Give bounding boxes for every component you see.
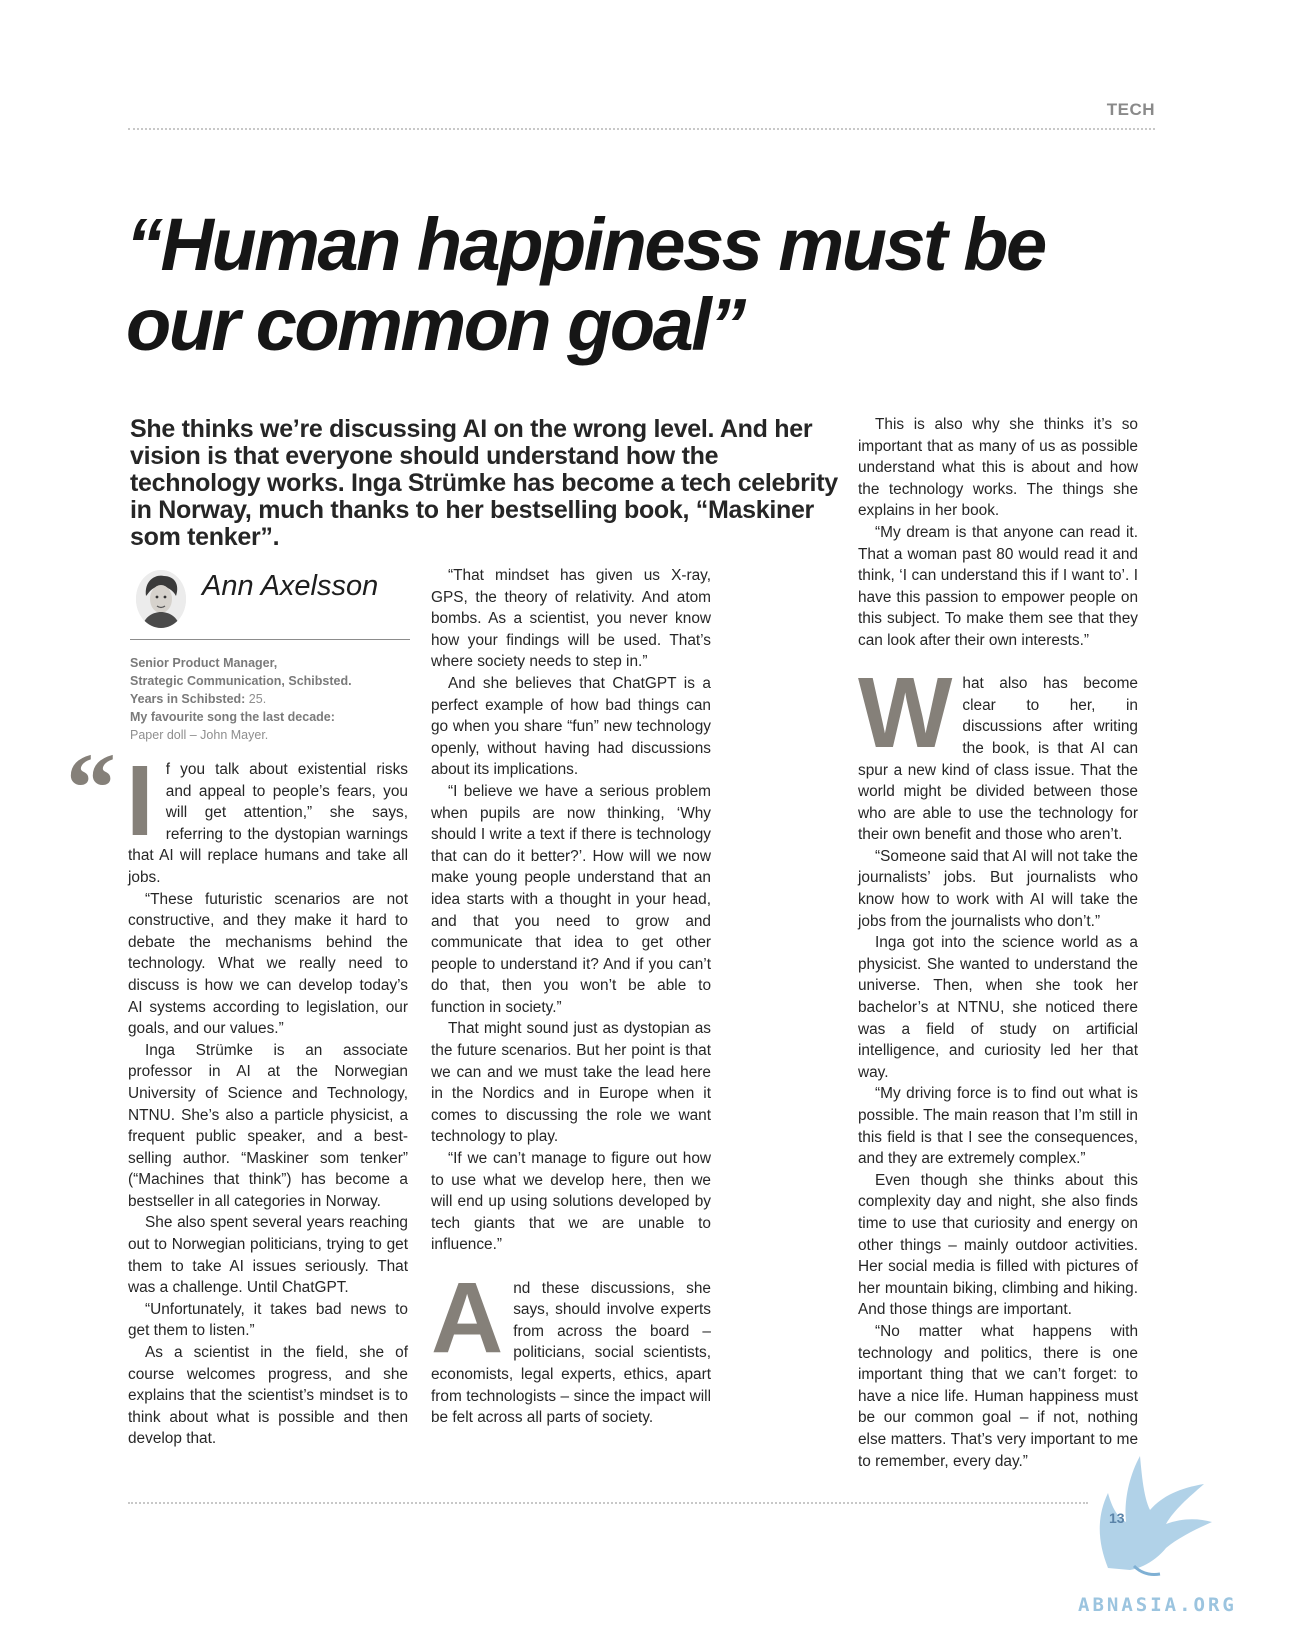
bio-department: Strategic Communication, Schibsted. bbox=[130, 674, 352, 688]
bio-role: Senior Product Manager, bbox=[130, 656, 278, 670]
author-bio bbox=[130, 654, 410, 744]
drop-cap: A bbox=[431, 1261, 504, 1374]
paragraph: “Unfortunately, it takes bad news to get them to listen.” bbox=[128, 1300, 408, 1340]
bio-song-label: My favourite song the last decade: bbox=[130, 710, 335, 724]
paragraph: And she believes that ChatGPT is a perfect example of how bad things can go when you share “fun” new technology openly, without having had discussions about its implications. bbox=[431, 674, 711, 779]
avatar bbox=[136, 570, 186, 628]
paragraph: “If we can’t manage to figure out how to use what we develop here, then we will end up using solutions developed by tech giants that we are unable to influence.” bbox=[431, 1150, 711, 1254]
bird-logo-icon bbox=[1078, 1448, 1248, 1578]
paragraph: If you talk about existential risks and appeal to people’s fears, you will get attention,” she says, referring to the dystopian warnings that AI will replace humans and take all jobs. bbox=[126, 745, 408, 886]
paragraph: Inga Strümke is an associate professor in AI at the Norwegian University of Science and Technology, NTNU. She’s also a particle physicist, a frequent public speaker, and a best-selling author. “Maskiner som tenker” (“Machines that think”) has become a bestseller in all categories in Norway. bbox=[128, 1041, 408, 1210]
paragraph: Inga got into the science world as a physicist. She wanted to understand the universe. Then, when she took her bachelor’s at NTNU, she noticed there was a field of study on artificial intelligence, and curiosity led her that way. bbox=[858, 934, 1138, 1081]
paragraph: As a scientist in the field, she of course welcomes progress, and she explains that the scientist’s mindset is to think about what is possible and then develop that. bbox=[128, 1344, 408, 1448]
bio-song-value: Paper doll – John Mayer. bbox=[130, 728, 269, 742]
paragraph: “That mindset has given us X-ray, GPS, the theory of relativity. And atom bombs. As a scientist, you never know how your findings will be used. That’s where society needs to step in.” bbox=[431, 567, 711, 671]
page-number: 13 bbox=[1109, 1510, 1125, 1526]
paragraph: “Someone said that AI will not take the journalists’ jobs. But journalists who know how to work with AI will take the jobs from the journalists who don’t.” bbox=[858, 847, 1138, 930]
bottom-divider bbox=[128, 1502, 1088, 1504]
quote-mark-icon: “ bbox=[66, 732, 116, 843]
article-column-2 bbox=[431, 565, 711, 1429]
headline: “Human happiness must be our common goal” bbox=[126, 203, 1045, 366]
paragraph: “No matter what happens with technology and politics, there is one important thing that we can’t forget: to have a nice life. Human happiness must be our common goal – if not, nothing else matters. That’s very important to me to remember, every day.” bbox=[858, 1322, 1138, 1470]
lede: She thinks we’re discussing AI on the wrong level. And her vision is that everyone should understand how the technology works. Inga Strümke has become a tech celebrity in Norway, much thanks to her bestselling book, “Maskiner som tenker”. bbox=[130, 415, 838, 551]
paragraph: “These futuristic scenarios are not constructive, and they make it hard to debate the mechanisms behind the technology. What we really need to discuss is how we can develop today’s AI systems according to legislation, our goals, and our values.” bbox=[128, 890, 408, 1038]
paragraph: “My driving force is to find out what is possible. The main reason that I’m still in this field is that I see the consequences, and they are extremely complex.” bbox=[858, 1085, 1138, 1168]
section-label: TECH bbox=[1106, 100, 1155, 119]
article-column-1 bbox=[126, 745, 408, 1450]
watermark: ABNASIA.ORG bbox=[1078, 1594, 1237, 1616]
paragraph: What also has become clear to her, in discussions after writing the book, is that AI can spur a new kind of class issue. That the world might be divided between those who are able to use the technology for their own benefit and those who aren’t. bbox=[858, 657, 1138, 844]
drop-cap: W bbox=[858, 657, 953, 770]
author-name: Ann Axelsson bbox=[202, 570, 379, 602]
paragraph: That might sound just as dystopian as the future scenarios. But her point is that we can and we must take the lead here in the Nordics and in Europe when it comes to discussing the role we want technology to play. bbox=[431, 1020, 711, 1146]
drop-cap: I bbox=[126, 745, 154, 857]
paragraph: “I believe we have a serious problem when pupils are now thinking, ‘Why should I write a text if there is technology that can do it better?’. How will we now make young people understand that an idea starts with a thought in your head, and that you need to grow and communicate that idea to get other people to understand it? And if you can’t do that, then you won’t be able to function in society.” bbox=[431, 782, 711, 1016]
paragraph: She also spent several years reaching out to Norwegian politicians, trying to get them to take AI issues seriously. That was a challenge. Until ChatGPT. bbox=[128, 1214, 408, 1297]
bio-years-label: Years in Schibsted: bbox=[130, 692, 246, 706]
author-divider bbox=[130, 639, 410, 640]
paragraph: This is also why she thinks it’s so important that as many of us as possible understand what this is about and how the technology works. The things she explains in her book. bbox=[858, 416, 1138, 520]
paragraph: And these discussions, she says, should involve experts from across the board – politicians, social scientists, economists, legal experts, ethics, apart from technologists – since the impact will be felt across all parts of society. bbox=[431, 1261, 711, 1427]
top-divider bbox=[128, 128, 1155, 130]
article-column-3 bbox=[858, 414, 1138, 1472]
bio-years-value: 25. bbox=[245, 692, 267, 706]
paragraph: “My dream is that anyone can read it. That a woman past 80 would read it and think, ‘I can understand this if I want to’. I have this passion to empower people on this subject. To make them see that they can look after their own interests.” bbox=[858, 523, 1138, 649]
paragraph: Even though she thinks about this complexity day and night, she also finds time to use that curiosity and energy on other things – mainly outdoor activities. Her social media is filled with pictures of her mountain biking, climbing and hiking. And those things are important. bbox=[858, 1171, 1138, 1319]
